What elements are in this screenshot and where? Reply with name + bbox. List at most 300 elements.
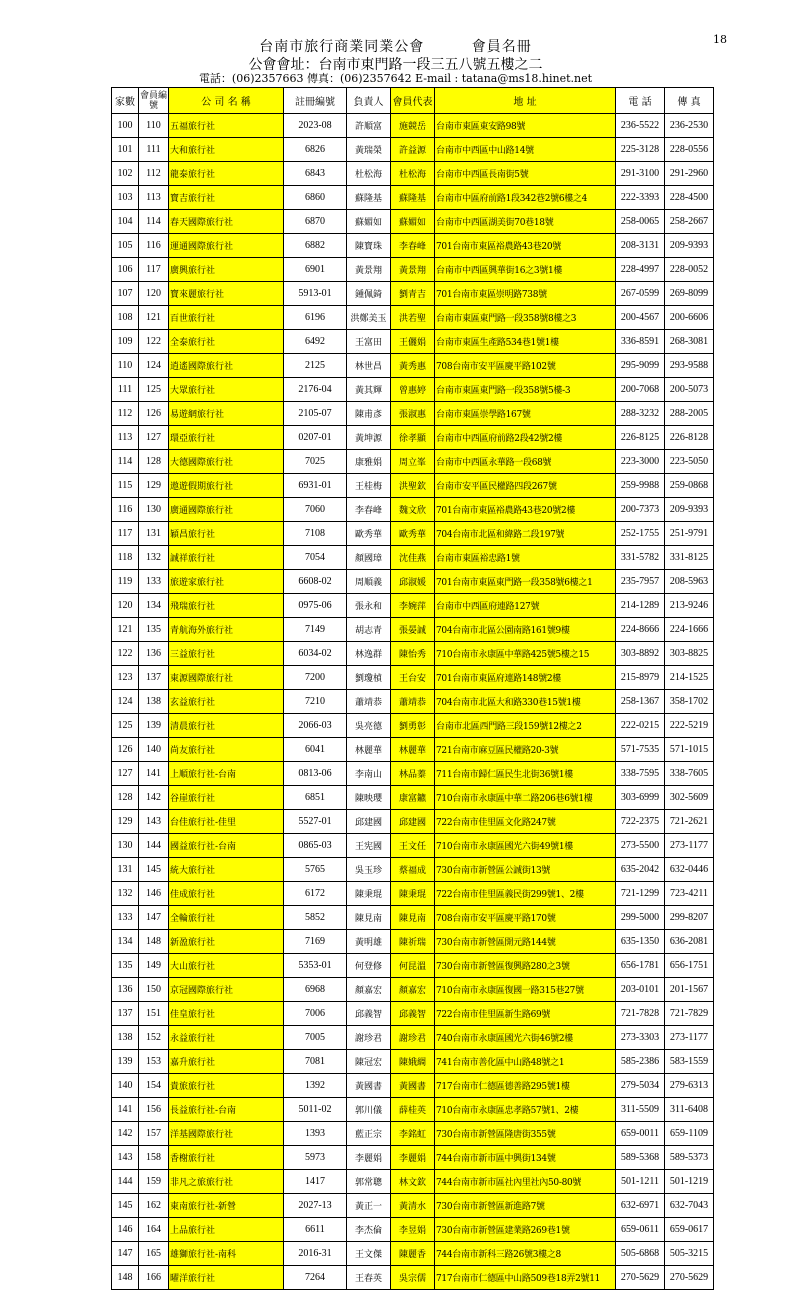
cell-phone: 303-6999 [616,786,665,810]
cell-owner: 邱義智 [347,1002,391,1026]
cell-seq: 112 [112,402,139,426]
cell-fax: 501-1219 [665,1170,714,1194]
cell-owner: 藍正宗 [347,1122,391,1146]
cell-owner: 黃明雄 [347,930,391,954]
table-row [112,1266,714,1290]
cell-owner: 蕭靖恭 [347,690,391,714]
cell-owner: 黃瑞榮 [347,138,391,162]
table-row [112,306,714,330]
cell-member-no: 133 [139,570,169,594]
cell-owner: 李南山 [347,762,391,786]
table-row [112,1026,714,1050]
cell-address: 710台南市永康區國光六街49號1樓 [435,834,616,858]
cell-fax: 226-8128 [665,426,714,450]
cell-member-no: 143 [139,810,169,834]
cell-phone: 225-3128 [616,138,665,162]
cell-seq: 113 [112,426,139,450]
cell-member-no: 146 [139,882,169,906]
cell-representative: 林文欽 [391,1170,435,1194]
cell-address: 722台南市佳里區新生路69號 [435,1002,616,1026]
cell-reg-no: 1417 [284,1170,347,1194]
cell-address: 台南市中西區長南街5號 [435,162,616,186]
cell-owner: 黃景翔 [347,258,391,282]
col-header-rep: 會員代表 [391,88,435,114]
cell-seq: 147 [112,1242,139,1266]
cell-seq: 119 [112,570,139,594]
cell-fax: 293-9588 [665,354,714,378]
cell-reg-no: 6968 [284,978,347,1002]
cell-fax: 632-7043 [665,1194,714,1218]
cell-address: 701台南市東區裕農路43巷20號 [435,234,616,258]
cell-member-no: 157 [139,1122,169,1146]
cell-company-name: 玄益旅行社 [169,690,284,714]
cell-fax: 303-8825 [665,642,714,666]
cell-fax: 258-2667 [665,210,714,234]
cell-owner: 陳寶珠 [347,234,391,258]
cell-address: 台南市東區東安路98號 [435,114,616,138]
cell-phone: 203-0101 [616,978,665,1002]
page-title [0,36,791,56]
cell-fax: 288-2005 [665,402,714,426]
cell-phone: 585-2386 [616,1050,665,1074]
cell-company-name: 春天國際旅行社 [169,210,284,234]
cell-reg-no: 6901 [284,258,347,282]
cell-phone: 279-5034 [616,1074,665,1098]
cell-reg-no: 7005 [284,1026,347,1050]
cell-company-name: 寶來麗旅行社 [169,282,284,306]
cell-representative: 陳見南 [391,906,435,930]
cell-representative: 吳宗儒 [391,1266,435,1290]
cell-company-name: 非凡之旅旅行社 [169,1170,284,1194]
cell-reg-no: 5913-01 [284,282,347,306]
cell-seq: 124 [112,690,139,714]
cell-seq: 117 [112,522,139,546]
cell-member-no: 126 [139,402,169,426]
table-row [112,378,714,402]
cell-seq: 102 [112,162,139,186]
cell-fax: 338-7605 [665,762,714,786]
cell-fax: 200-5073 [665,378,714,402]
cell-seq: 109 [112,330,139,354]
cell-owner: 林逸群 [347,642,391,666]
cell-member-no: 162 [139,1194,169,1218]
table-row [112,474,714,498]
cell-seq: 141 [112,1098,139,1122]
cell-company-name: 雄獅旅行社-南科 [169,1242,284,1266]
table-row [112,282,714,306]
cell-reg-no: 5011-02 [284,1098,347,1122]
table-row [112,906,714,930]
table-body [112,114,714,1290]
cell-representative: 顏嘉宏 [391,978,435,1002]
cell-member-no: 141 [139,762,169,786]
cell-company-name: 國益旅行社-台南 [169,834,284,858]
cell-fax: 200-6606 [665,306,714,330]
cell-representative: 李麗娟 [391,1146,435,1170]
cell-fax: 659-0617 [665,1218,714,1242]
cell-seq: 106 [112,258,139,282]
cell-seq: 148 [112,1266,139,1290]
cell-fax: 358-1702 [665,690,714,714]
cell-reg-no: 6196 [284,306,347,330]
cell-representative: 張晏誠 [391,618,435,642]
cell-owner: 周順義 [347,570,391,594]
cell-representative: 施競岳 [391,114,435,138]
cell-company-name: 統大旅行社 [169,858,284,882]
cell-company-name: 新盈旅行社 [169,930,284,954]
cell-address: 740台南市永康區國光六街46號2樓 [435,1026,616,1050]
cell-member-no: 152 [139,1026,169,1050]
cell-fax: 279-6313 [665,1074,714,1098]
cell-fax: 273-1177 [665,1026,714,1050]
cell-company-name: 大和旅行社 [169,138,284,162]
cell-phone: 228-4997 [616,258,665,282]
cell-address: 701台南市東區府連路148號2樓 [435,666,616,690]
cell-member-no: 128 [139,450,169,474]
cell-representative: 李銘虹 [391,1122,435,1146]
cell-fax: 228-4500 [665,186,714,210]
cell-fax: 571-1015 [665,738,714,762]
cell-member-no: 131 [139,522,169,546]
table-row [112,450,714,474]
cell-phone: 235-7957 [616,570,665,594]
cell-representative: 陳麗香 [391,1242,435,1266]
cell-address: 701台南市東區崇明路738號 [435,282,616,306]
cell-company-name: 三益旅行社 [169,642,284,666]
cell-fax: 222-5219 [665,714,714,738]
cell-fax: 209-9393 [665,498,714,522]
cell-reg-no: 0865-03 [284,834,347,858]
cell-phone: 571-7535 [616,738,665,762]
table-row [112,522,714,546]
cell-seq: 137 [112,1002,139,1026]
cell-seq: 140 [112,1074,139,1098]
cell-member-no: 154 [139,1074,169,1098]
cell-address: 台南市中西區興華街16之3號1樓 [435,258,616,282]
cell-fax: 224-1666 [665,618,714,642]
cell-fax: 331-8125 [665,546,714,570]
table-row [112,402,714,426]
cell-phone: 259-9988 [616,474,665,498]
cell-owner: 李麗娟 [347,1146,391,1170]
table-row [112,330,714,354]
cell-reg-no: 2066-03 [284,714,347,738]
cell-company-name: 東南旅行社-新營 [169,1194,284,1218]
cell-member-no: 149 [139,954,169,978]
cell-representative: 陳祈瑞 [391,930,435,954]
cell-member-no: 129 [139,474,169,498]
cell-owner: 胡志青 [347,618,391,642]
cell-address: 704台南市北區和緯路二段197號 [435,522,616,546]
cell-phone: 288-3232 [616,402,665,426]
cell-company-name: 逍遙國際旅行社 [169,354,284,378]
cell-address: 710台南市永康區中華路425號5樓之15 [435,642,616,666]
cell-seq: 145 [112,1194,139,1218]
cell-address: 台南市中西區府前路2段42號2樓 [435,426,616,450]
cell-address: 744台南市新市區社內里社內50-80號 [435,1170,616,1194]
cell-address: 台南市東區生產路534巷1號1樓 [435,330,616,354]
cell-representative: 沈佳燕 [391,546,435,570]
cell-fax: 236-2530 [665,114,714,138]
cell-company-name: 易遊網旅行社 [169,402,284,426]
cell-reg-no: 7149 [284,618,347,642]
cell-fax: 209-9393 [665,234,714,258]
cell-representative: 蕭靖恭 [391,690,435,714]
cell-representative: 王儷娟 [391,330,435,354]
cell-phone: 295-9099 [616,354,665,378]
cell-owner: 鍾佩錡 [347,282,391,306]
cell-company-name: 大德國際旅行社 [169,450,284,474]
cell-representative: 李婉萍 [391,594,435,618]
cell-fax: 223-5050 [665,450,714,474]
cell-seq: 111 [112,378,139,402]
cell-member-no: 120 [139,282,169,306]
table-row [112,162,714,186]
cell-representative: 魏文欣 [391,498,435,522]
cell-reg-no: 6608-02 [284,570,347,594]
cell-fax: 270-5629 [665,1266,714,1290]
cell-address: 711台南市歸仁區民生北街36號1樓 [435,762,616,786]
cell-phone: 331-5782 [616,546,665,570]
cell-address: 741台南市善化區中山路48號之1 [435,1050,616,1074]
cell-fax: 214-1525 [665,666,714,690]
cell-address: 台南市東區裕忠路1號 [435,546,616,570]
table-row [112,1194,714,1218]
cell-fax: 583-1559 [665,1050,714,1074]
cell-company-name: 京冠國際旅行社 [169,978,284,1002]
cell-reg-no: 7054 [284,546,347,570]
cell-company-name: 龍泰旅行社 [169,162,284,186]
cell-phone: 236-5522 [616,114,665,138]
cell-seq: 130 [112,834,139,858]
col-header-owner: 負責人 [347,88,391,114]
cell-address: 708台南市安平區慶平路102號 [435,354,616,378]
cell-seq: 115 [112,474,139,498]
cell-reg-no: 5527-01 [284,810,347,834]
cell-seq: 146 [112,1218,139,1242]
cell-seq: 101 [112,138,139,162]
cell-member-no: 134 [139,594,169,618]
cell-representative: 黃景翔 [391,258,435,282]
cell-reg-no: 7006 [284,1002,347,1026]
cell-fax: 201-1567 [665,978,714,1002]
association-address: 公會會址：台南市東門路一段三五八號五樓之二 [248,57,543,73]
table-row [112,1122,714,1146]
cell-company-name: 飛瑞旅行社 [169,594,284,618]
cell-reg-no: 6882 [284,234,347,258]
cell-company-name: 長益旅行社-台南 [169,1098,284,1122]
cell-representative: 邱建國 [391,810,435,834]
cell-fax: 273-1177 [665,834,714,858]
cell-phone: 299-5000 [616,906,665,930]
cell-seq: 142 [112,1122,139,1146]
table-row [112,1170,714,1194]
cell-address: 台南市東區崇學路167號 [435,402,616,426]
cell-address: 台南市中西區府連路127號 [435,594,616,618]
cell-representative: 洪若聖 [391,306,435,330]
cell-owner: 陳甫彥 [347,402,391,426]
cell-company-name: 寶吉旅行社 [169,186,284,210]
cell-reg-no: 6172 [284,882,347,906]
cell-phone: 273-5500 [616,834,665,858]
cell-phone: 200-7373 [616,498,665,522]
cell-phone: 224-8666 [616,618,665,642]
cell-representative: 何昆溫 [391,954,435,978]
cell-address: 710台南市永康區忠孝路57號1、2樓 [435,1098,616,1122]
cell-representative: 薛桂英 [391,1098,435,1122]
cell-reg-no: 1393 [284,1122,347,1146]
cell-address: 744台南市新科三路26號3樓之8 [435,1242,616,1266]
table-row [112,546,714,570]
cell-seq: 105 [112,234,139,258]
cell-company-name: 五福旅行社 [169,114,284,138]
cell-company-name: 台佳旅行社-佳里 [169,810,284,834]
page-number: 18 [713,33,727,46]
cell-fax: 656-1751 [665,954,714,978]
cell-address: 730台南市新營區建業路269巷1號 [435,1218,616,1242]
cell-company-name: 百世旅行社 [169,306,284,330]
cell-seq: 133 [112,906,139,930]
cell-company-name: 青航海外旅行社 [169,618,284,642]
cell-owner: 邱建國 [347,810,391,834]
cell-seq: 100 [112,114,139,138]
cell-phone: 222-3393 [616,186,665,210]
cell-address: 710台南市永康區復國一路315巷27號 [435,978,616,1002]
cell-member-no: 111 [139,138,169,162]
cell-seq: 121 [112,618,139,642]
cell-reg-no: 6041 [284,738,347,762]
cell-representative: 陳娥綢 [391,1050,435,1074]
cell-owner: 黃其輝 [347,378,391,402]
cell-reg-no: 5353-01 [284,954,347,978]
cell-representative: 蔡福成 [391,858,435,882]
table-row [112,978,714,1002]
cell-owner: 康雅娟 [347,450,391,474]
cell-representative: 周立峯 [391,450,435,474]
cell-company-name: 遨遊假期旅行社 [169,474,284,498]
cell-reg-no: 5765 [284,858,347,882]
table-row [112,1146,714,1170]
cell-reg-no: 0813-06 [284,762,347,786]
cell-seq: 103 [112,186,139,210]
cell-fax: 589-5373 [665,1146,714,1170]
cell-seq: 144 [112,1170,139,1194]
cell-seq: 139 [112,1050,139,1074]
cell-fax: 721-2621 [665,810,714,834]
table-row [112,858,714,882]
table-row [112,762,714,786]
cell-address: 717台南市仁德區德善路295號1樓 [435,1074,616,1098]
cell-reg-no: 6851 [284,786,347,810]
cell-fax: 228-0556 [665,138,714,162]
cell-seq: 116 [112,498,139,522]
cell-member-no: 124 [139,354,169,378]
cell-address: 717台南市仁德區中山路509巷18弄2號11 [435,1266,616,1290]
cell-phone: 656-1781 [616,954,665,978]
table-row [112,498,714,522]
cell-member-no: 153 [139,1050,169,1074]
cell-fax: 268-3081 [665,330,714,354]
cell-company-name: 大山旅行社 [169,954,284,978]
cell-owner: 劉瓊楨 [347,666,391,690]
cell-phone: 505-6868 [616,1242,665,1266]
cell-company-name: 上品旅行社 [169,1218,284,1242]
cell-phone: 635-1350 [616,930,665,954]
cell-representative: 杜松海 [391,162,435,186]
cell-member-no: 165 [139,1242,169,1266]
cell-representative: 劉青吉 [391,282,435,306]
cell-address: 708台南市安平區慶平路170號 [435,906,616,930]
cell-phone: 273-3303 [616,1026,665,1050]
table-row [112,642,714,666]
cell-member-no: 164 [139,1218,169,1242]
cell-owner: 洪鄭美玉 [347,306,391,330]
cell-member-no: 148 [139,930,169,954]
cell-representative: 蘇媚如 [391,210,435,234]
table-row [112,810,714,834]
col-header-seq: 家數 [112,88,139,114]
col-header-phone: 電 話 [616,88,665,114]
cell-owner: 陳映瓔 [347,786,391,810]
cell-seq: 114 [112,450,139,474]
cell-address: 701台南市東區裕農路43巷20號2樓 [435,498,616,522]
cell-reg-no: 2176-04 [284,378,347,402]
cell-seq: 136 [112,978,139,1002]
cell-member-no: 147 [139,906,169,930]
cell-member-no: 116 [139,234,169,258]
cell-representative: 蘇隆基 [391,186,435,210]
cell-reg-no: 7169 [284,930,347,954]
cell-address: 730台南市新營區隆唐街355號 [435,1122,616,1146]
cell-reg-no: 6611 [284,1218,347,1242]
cell-address: 台南市中西區湖美街70巷18號 [435,210,616,234]
cell-representative: 陳秉琨 [391,882,435,906]
table-row [112,1074,714,1098]
cell-member-no: 150 [139,978,169,1002]
cell-phone: 270-5629 [616,1266,665,1290]
cell-member-no: 142 [139,786,169,810]
cell-phone: 311-5509 [616,1098,665,1122]
cell-owner: 李杰倫 [347,1218,391,1242]
cell-representative: 邱義智 [391,1002,435,1026]
cell-owner: 吳玉珍 [347,858,391,882]
table-row [112,1218,714,1242]
cell-address: 730台南市新營區復興路280之3號 [435,954,616,978]
cell-address: 730台南市新營區新進路7號 [435,1194,616,1218]
cell-address: 台南市中區府前路1段342巷2號6樓之4 [435,186,616,210]
cell-representative: 曾惠婷 [391,378,435,402]
cell-representative: 洪聖欽 [391,474,435,498]
association-contact: 電話：(06)2357663 傳真：(06)2357642 E-mail : tatana@ms18.hinet.net [198,72,593,85]
table-row [112,834,714,858]
cell-reg-no: 2023-08 [284,114,347,138]
cell-company-name: 旅遊家旅行社 [169,570,284,594]
cell-company-name: 廣通國際旅行社 [169,498,284,522]
cell-member-no: 159 [139,1170,169,1194]
cell-seq: 127 [112,762,139,786]
cell-reg-no: 5973 [284,1146,347,1170]
cell-owner: 吳亮德 [347,714,391,738]
table-row [112,1242,714,1266]
cell-phone: 258-1367 [616,690,665,714]
cell-phone: 336-8591 [616,330,665,354]
cell-seq: 123 [112,666,139,690]
table-row [112,882,714,906]
cell-phone: 721-7828 [616,1002,665,1026]
table-row [112,258,714,282]
cell-reg-no: 0975-06 [284,594,347,618]
cell-phone: 208-3131 [616,234,665,258]
